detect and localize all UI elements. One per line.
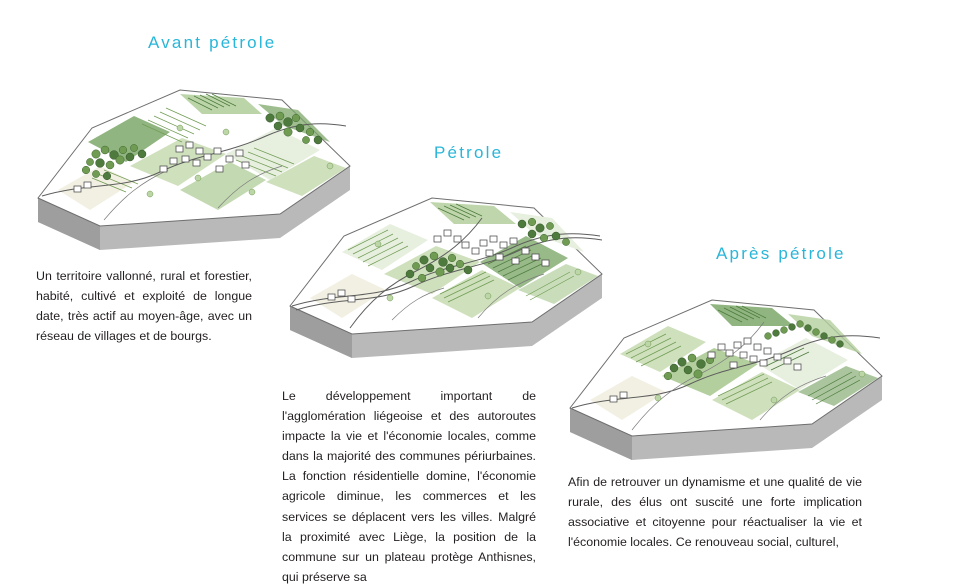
- terrain-block-after-oil: [562, 280, 892, 460]
- panel-apres-petrole: [716, 244, 846, 264]
- panel-title-petrole: Pétrole: [434, 143, 504, 162]
- caption-avant-petrole: Un territoire vallonné, rural et forestier, habité, cultivé et exploité de longue date, très actif au moyen-âge, avec un réseau de villages et de bourgs.: [36, 269, 252, 344]
- panel-petrole: [434, 143, 503, 163]
- panel-avant-petrole: [148, 33, 276, 53]
- terrain-block-after-oil-svg: [562, 280, 892, 460]
- panel-title-apres-petrole: Après pétrole: [716, 244, 846, 263]
- caption-petrole: Le développement important de l'agglomération liégeoise et des autoroutes impacte la vie et l'économie locales, comme dans la majorité des communes périurbaines. La fonction résidentielle domine, l'économie agricole diminue, les commerces et les services se déplacent vers les villes. Malgré la proximité avec Liège, la position de la commune sur un plateau protège Anthisnes, qui préserve sa: [282, 389, 536, 584]
- caption-apres-petrole: Afin de retrouver un dynamisme et une qualité de vie rurale, des élus ont suscité une forte implication associative et citoyenne pour réactualiser la vie et l'économie locales. Ce renouveau social, culturel,: [568, 475, 862, 550]
- panel-title-avant-petrole: Avant pétrole: [148, 33, 277, 52]
